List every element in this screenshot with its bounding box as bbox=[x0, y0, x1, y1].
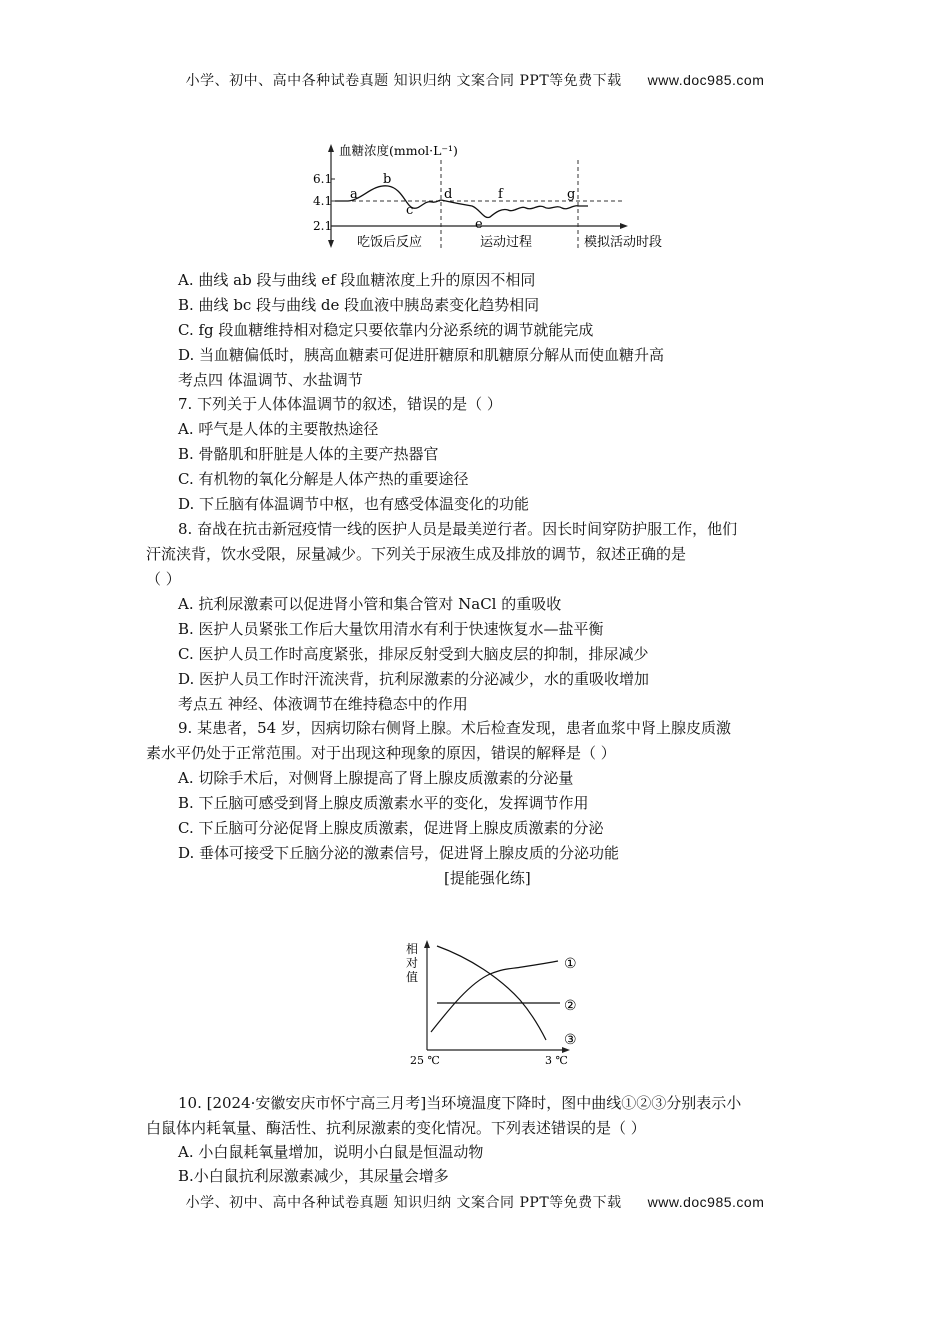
practice-section-title: [提能强化练] bbox=[444, 869, 531, 887]
y-label-char-1: 相 bbox=[406, 942, 419, 956]
point-d: d bbox=[444, 187, 453, 202]
q7-option-a: A. 呼气是人体的主要散热途径 bbox=[178, 420, 379, 438]
footer-site[interactable]: www.doc985.com bbox=[647, 1194, 765, 1210]
q9-option-d: D. 垂体可接受下丘脑分泌的激素信号，促进肾上腺皮质的分泌功能 bbox=[178, 844, 620, 862]
page-header bbox=[0, 70, 950, 90]
header-text: 小学、初中、高中各种试卷真题 知识归纳 文案合同 PPT等免费下载 bbox=[185, 73, 622, 89]
stage-label-2: 运动过程 bbox=[480, 235, 533, 250]
q7-option-d: D. 下丘脑有体温调节中枢，也有感受体温变化的功能 bbox=[178, 495, 530, 513]
q6-option-d: D. 当血糖偏低时，胰高血糖素可促进肝糖原和肌糖原分解从而使血糖升高 bbox=[178, 346, 665, 364]
q8-option-d: D. 医护人员工作时汗流浃背，抗利尿激素的分泌减少，水的重吸收增加 bbox=[178, 670, 650, 688]
y-tick-2-1: 2.1 bbox=[313, 219, 333, 233]
y-axis-label: 血糖浓度(mmol·L⁻¹) bbox=[339, 143, 458, 158]
section-5-title: 考点五 神经、体液调节在维持稳态中的作用 bbox=[178, 695, 468, 713]
point-f: f bbox=[498, 187, 503, 202]
x-label-end: 3 ℃ bbox=[545, 1054, 568, 1067]
curve-label-2: ② bbox=[564, 998, 577, 1014]
point-a: a bbox=[350, 187, 358, 202]
q9-option-a: A. 切除手术后，对侧肾上腺提高了肾上腺皮质激素的分泌量 bbox=[178, 769, 574, 787]
stage-label-3: 模拟活动时段 bbox=[584, 235, 663, 250]
glucose-curve bbox=[335, 186, 588, 218]
stage-label-1: 吃饭后反应 bbox=[357, 235, 423, 250]
blood-glucose-chart bbox=[310, 142, 680, 254]
x-label-start: 25 ℃ bbox=[410, 1054, 440, 1067]
q8-stem-line-3: （ ） bbox=[146, 570, 181, 588]
q6-option-b: B. 曲线 bc 段与曲线 de 段血液中胰岛素变化趋势相同 bbox=[178, 296, 540, 314]
header-site[interactable]: www.doc985.com bbox=[647, 72, 765, 88]
curve-label-1: ① bbox=[564, 956, 577, 972]
q8-option-b: B. 医护人员紧张工作后大量饮用清水有利于快速恢复水—盐平衡 bbox=[178, 620, 604, 638]
q9-option-c: C. 下丘脑可分泌促肾上腺皮质激素，促进肾上腺皮质激素的分泌 bbox=[178, 819, 604, 837]
y-label-char-3: 值 bbox=[406, 970, 419, 984]
relative-value-chart bbox=[400, 938, 590, 1068]
page-footer bbox=[0, 1192, 950, 1212]
q7-option-b: B. 骨骼肌和肝脏是人体的主要产热器官 bbox=[178, 445, 439, 463]
q6-option-c: C. fg 段血糖维持相对稳定只要依靠内分泌系统的调节就能完成 bbox=[178, 321, 594, 339]
section-4-title: 考点四 体温调节、水盐调节 bbox=[178, 371, 363, 389]
q10-stem-line-2: 白鼠体内耗氧量、酶活性、抗利尿激素的变化情况。下列表述错误的是（ ） bbox=[146, 1119, 646, 1137]
q8-stem-line-1: 8. 奋战在抗击新冠疫情一线的医护人员是最美逆行者。因长时间穿防护服工作，他们 bbox=[178, 520, 738, 538]
q6-option-a: A. 曲线 ab 段与曲线 ef 段血糖浓度上升的原因不相同 bbox=[178, 271, 536, 289]
q9-stem-line-2: 素水平仍处于正常范围。对于出现这种现象的原因，错误的解释是（ ） bbox=[146, 744, 616, 762]
y-tick-6-1: 6.1 bbox=[313, 172, 333, 186]
point-e: e bbox=[475, 217, 483, 232]
q10-option-b: B.小白鼠抗利尿激素减少，其尿量会增多 bbox=[178, 1167, 449, 1185]
q7-option-c: C. 有机物的氧化分解是人体产热的重要途径 bbox=[178, 470, 469, 488]
y-label-char-2: 对 bbox=[406, 956, 419, 970]
q7-stem: 7. 下列关于人体体温调节的叙述，错误的是（ ） bbox=[178, 395, 502, 413]
point-g: g bbox=[567, 187, 576, 202]
point-b: b bbox=[383, 172, 392, 187]
q8-option-a: A. 抗利尿激素可以促进肾小管和集合管对 NaCl 的重吸收 bbox=[178, 595, 562, 613]
y-tick-4-1: 4.1 bbox=[313, 194, 333, 208]
curve-label-3: ③ bbox=[564, 1032, 577, 1048]
q8-stem-line-2: 汗流浃背，饮水受限，尿量减少。下列关于尿液生成及排放的调节，叙述正确的是 bbox=[146, 545, 687, 563]
curve-3 bbox=[437, 946, 546, 1040]
q9-stem-line-1: 9. 某患者，54 岁，因病切除右侧肾上腺。术后检查发现，患者血浆中肾上腺皮质激 bbox=[178, 719, 731, 737]
q8-option-c: C. 医护人员工作时高度紧张，排尿反射受到大脑皮层的抑制，排尿减少 bbox=[178, 645, 649, 663]
curve-1 bbox=[431, 961, 558, 1032]
q9-option-b: B. 下丘脑可感受到肾上腺皮质激素水平的变化，发挥调节作用 bbox=[178, 794, 589, 812]
q10-stem-line-1: 10. [2024·安徽安庆市怀宁高三月考]当环境温度下降时，图中曲线①②③分别表示小 bbox=[178, 1094, 742, 1112]
point-c: c bbox=[406, 203, 414, 218]
footer-text: 小学、初中、高中各种试卷真题 知识归纳 文案合同 PPT等免费下载 bbox=[185, 1195, 622, 1211]
q10-option-a: A. 小白鼠耗氧量增加，说明小白鼠是恒温动物 bbox=[178, 1143, 484, 1161]
